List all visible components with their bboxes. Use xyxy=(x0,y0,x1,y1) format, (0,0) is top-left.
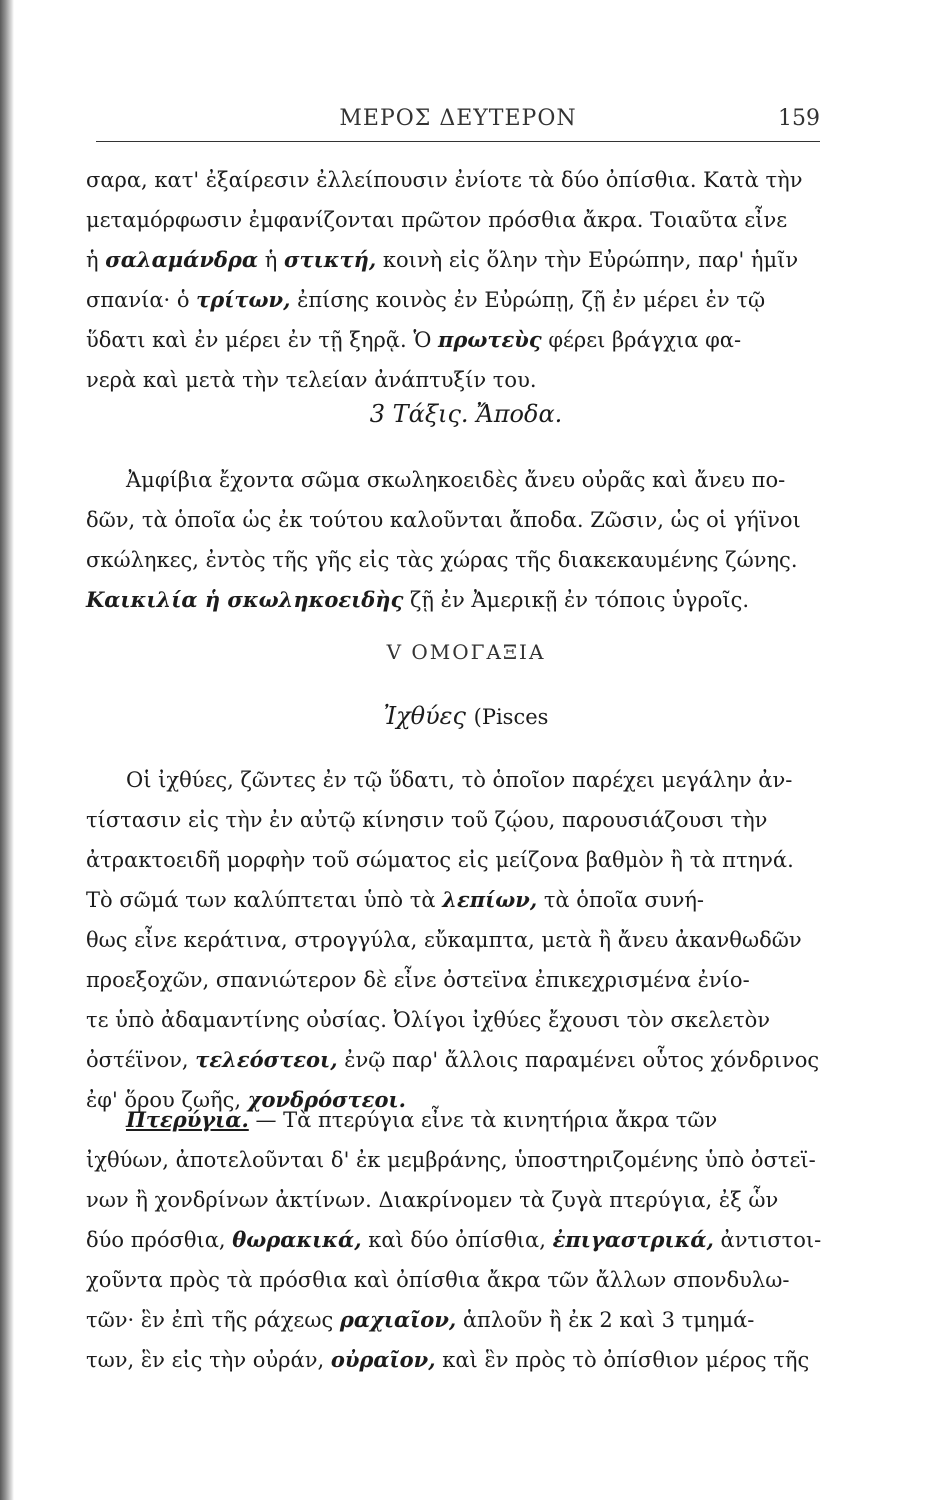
text-line: ἰχθύων, ἀποτελοῦνται δ' ἐκ μεμβράνης, ὑποστηριζομένης ὑπὸ ὀστεϊ- xyxy=(86,1148,816,1172)
text-line: Οἱ ἰχθύες, ζῶντες ἐν τῷ ὕδατι, τὸ ὁποῖον παρέχει μεγάλην ἀν- xyxy=(126,768,793,792)
text-line: δύο πρόσθια, θωρακικά, καὶ δύο ὀπίσθια, ἐπιγαστρικά, ἀντιστοι- xyxy=(86,1227,822,1252)
text-line: Καικιλία ἡ σκωληκοειδὴς ζῇ ἐν Ἀμερικῇ ἐν τόποις ὑγροῖς. xyxy=(86,587,750,612)
book-spine-shadow xyxy=(0,0,14,1500)
text-line: μεταμόρφωσιν ἐμφανίζονται πρῶτον πρόσθια ἄκρα. Τοιαῦτα εἶνε xyxy=(86,208,788,232)
fish-heading xyxy=(0,702,932,730)
header-rule xyxy=(96,141,820,142)
text-line: νερὰ καὶ μετὰ τὴν τελείαν ἀνάπτυξίν του. xyxy=(86,368,537,392)
text-line: θως εἶνε κεράτινα, στρογγύλα, εὔκαμπτα, μετὰ ἢ ἄνευ ἀκανθωδῶν xyxy=(86,928,802,952)
text-line: δῶν, τὰ ὁποῖα ὡς ἐκ τούτου καλοῦνται ἄποδα. Ζῶσιν, ὡς οἱ γήϊνοι xyxy=(86,508,801,532)
text-line: ὀστέϊνον, τελεόστεοι, ἐνῷ παρ' ἄλλοις παραμένει οὗτος χόνδρινος xyxy=(86,1047,820,1072)
class-title: V ΟΜΟΓΑΞΙΑ xyxy=(386,640,546,664)
paragraph-2 xyxy=(86,460,801,620)
text-line: ἐφ' ὅρου ζωῆς, χονδρόστεοι. xyxy=(86,1087,406,1112)
text-line: σκώληκες, ἐντὸς τῆς γῆς εἰς τὰς χώρας τῆς διακεκαυμένης ζώνης. xyxy=(86,548,798,572)
text-line: ἀτρακτοειδῆ μορφὴν τοῦ σώματος εἰς μείζονα βαθμὸν ἢ τὰ πτηνά. xyxy=(86,848,794,872)
text-line: τίστασιν εἰς τὴν ἐν αὐτῷ κίνησιν τοῦ ζῴου, παρουσιάζουσι τὴν xyxy=(86,808,768,832)
text-line: Ἀμφίβια ἔχοντα σῶμα σκωληκοειδὲς ἄνευ οὐρᾶς καὶ ἄνευ πο- xyxy=(126,468,786,492)
text-line: τε ὑπὸ ἀδαμαντίνης οὐσίας. Ὀλίγοι ἰχθύες ἔχουσι τὸν σκελετὸν xyxy=(86,1008,771,1032)
running-header xyxy=(96,106,820,140)
paragraph-4 xyxy=(86,1100,822,1380)
section-title: 3 Τάξις. Ἄποδα. xyxy=(369,400,563,428)
text-line: χοῦντα πρὸς τὰ πρόσθια καὶ ὀπίσθια ἄκρα τῶν ἄλλων σπονδυλω- xyxy=(86,1268,790,1292)
text-line: σπανία· ὁ τρίτων, ἐπίσης κοινὸς ἐν Εὐρώπῃ, ζῇ ἐν μέρει ἐν τῷ xyxy=(86,287,766,312)
text-line: ὕδατι καὶ ἐν μέρει ἐν τῇ ξηρᾷ. Ὁ πρωτεὺς φέρει βράγχια φα- xyxy=(86,327,742,352)
text-line: νων ἢ χονδρίνων ἀκτίνων. Διακρίνομεν τὰ ζυγὰ πτερύγια, ἐξ ὧν xyxy=(86,1188,779,1212)
paragraph-3 xyxy=(86,760,820,1120)
text-line: σαρα, κατ' ἐξαίρεσιν ἐλλείπουσιν ἐνίοτε τὰ δύο ὀπίσθια. Κατὰ τὴν xyxy=(86,168,803,192)
fish-heading-latin: (Pisces xyxy=(473,705,549,729)
text-line: προεξοχῶν, σπανιώτερον δὲ εἶνε ὀστεϊνα ἐπικεχρισμένα ἐνίο- xyxy=(86,968,750,992)
text-line: ἡ σαλαμάνδρα ἡ στικτή, κοινὴ εἰς ὅλην τὴν Εὐρώπην, παρ' ἡμῖν xyxy=(86,247,799,272)
text-line: των, ἓν εἰς τὴν οὐράν, οὐραῖον, καὶ ἓν πρὸς τὸ ὀπίσθιον μέρος τῆς xyxy=(86,1347,810,1372)
header-title: ΜΕΡΟΣ ΔΕΥΤΕΡΟΝ xyxy=(339,106,577,131)
paragraph-1 xyxy=(86,160,803,400)
fish-heading-greek: Ἰχθύες xyxy=(383,702,466,730)
text-line: Τὸ σῶμά των καλύπτεται ὑπὸ τὰ λεπίων, τὰ ὁποῖα συνή- xyxy=(86,887,705,912)
text-line: τῶν· ἓν ἐπὶ τῆς ράχεως ραχιαῖον, ἁπλοῦν ἢ ἐκ 2 καὶ 3 τμημά- xyxy=(86,1307,755,1332)
page-number: 159 xyxy=(778,106,820,131)
text-line: Πτερύγια. — Τὰ πτερύγια εἶνε τὰ κινητήρια ἄκρα τῶν xyxy=(126,1107,718,1132)
